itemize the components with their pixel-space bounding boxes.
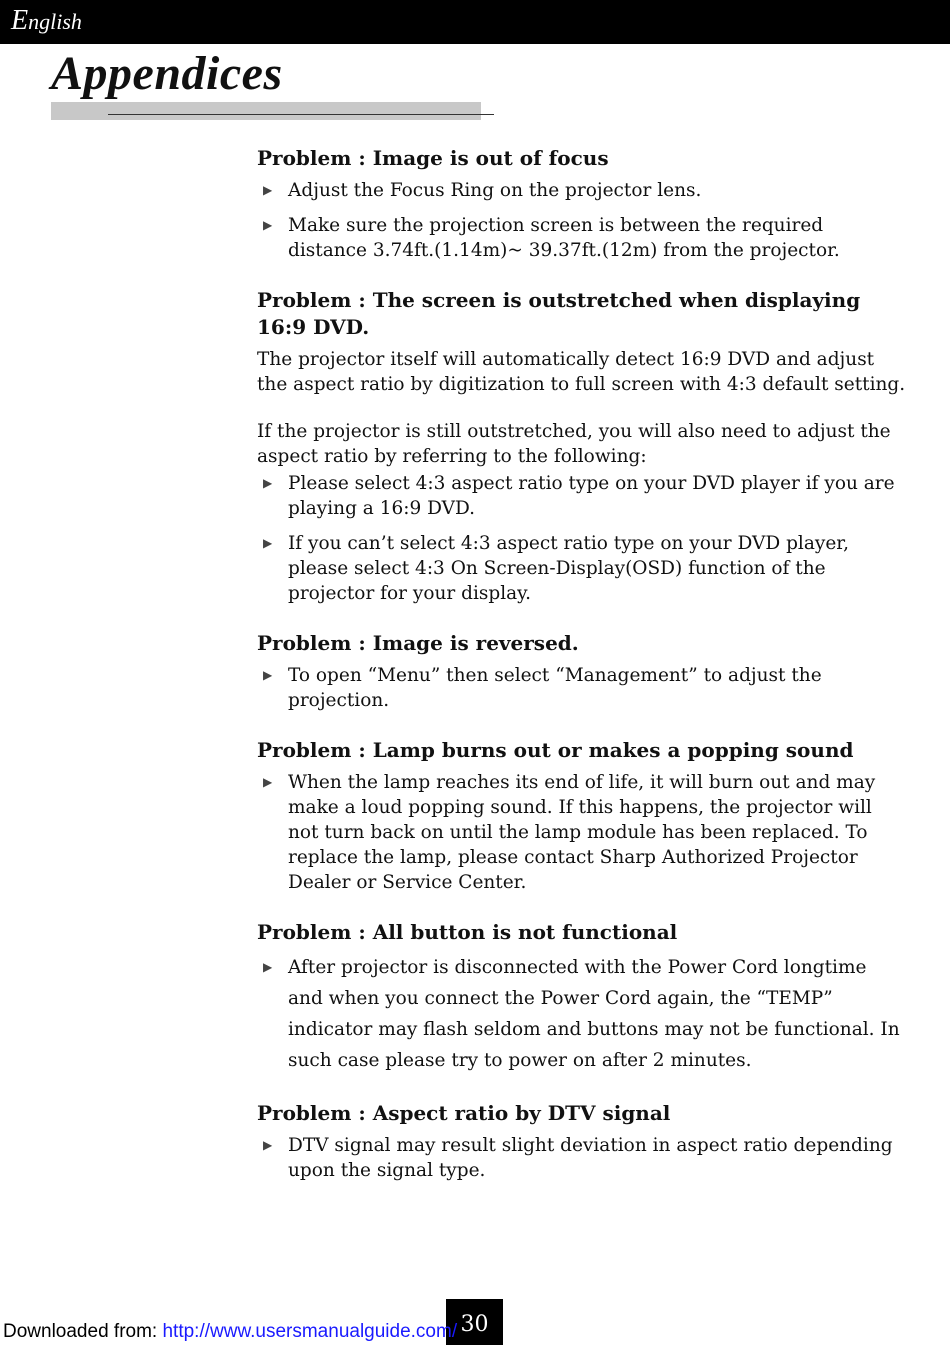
section-heading: Problem : Image is out of focus	[257, 146, 609, 170]
page-title: Appendices	[51, 47, 283, 100]
bullet-item: ▶ To open “Menu” then select “Management” to adjust the projection.	[263, 665, 822, 711]
section-image-reversed	[257, 630, 907, 713]
section-buttons-not-functional	[257, 919, 907, 1076]
section-heading: Problem : Aspect ratio by DTV signal	[257, 1101, 671, 1125]
page-number: 30	[446, 1299, 503, 1345]
section-heading: Problem : Lamp burns out or makes a popping sound	[257, 738, 854, 762]
footer-label: Downloaded from:	[3, 1321, 163, 1342]
bullet-item: ▶ Adjust the Focus Ring on the projector lens.	[263, 180, 702, 201]
troubleshooting-content	[257, 145, 907, 1207]
triangle-right-icon: ▶	[263, 668, 273, 682]
section-lamp-burns-out	[257, 737, 907, 895]
paragraph: If the projector is still outstretched, you will also need to adjust the aspect ratio by referring to the following:	[257, 421, 891, 467]
bullet-item: ▶ Make sure the projection screen is between the required distance 3.74ft.(1.14m)~ 39.37ft.(12m) from the projector.	[263, 215, 840, 261]
bullet-item: ▶ If you can’t select 4:3 aspect ratio type on your DVD player, please select 4:3 On Screen-Display(OSD) function of the projector for your display.	[263, 533, 849, 604]
footer-link[interactable]: http://www.usersmanualguide.com/	[162, 1321, 458, 1342]
triangle-right-icon: ▶	[263, 218, 273, 232]
section-heading: Problem : All button is not functional	[257, 920, 678, 944]
section-heading: Problem : The screen is outstretched when displaying 16:9 DVD.	[257, 288, 861, 339]
triangle-right-icon: ▶	[263, 960, 273, 974]
triangle-right-icon: ▶	[263, 536, 273, 550]
bullet-item: ▶ DTV signal may result slight deviation in aspect ratio depending upon the signal type.	[263, 1135, 893, 1181]
language-header-bar	[0, 0, 950, 44]
paragraph: The projector itself will automatically detect 16:9 DVD and adjust the aspect ratio by digitization to full screen with 4:3 default setting.	[257, 349, 906, 395]
section-outstretched-dvd	[257, 287, 907, 606]
download-footer	[3, 1321, 457, 1343]
triangle-right-icon: ▶	[263, 1138, 273, 1152]
section-dtv-aspect-ratio	[257, 1100, 907, 1183]
language-label: English	[11, 5, 82, 36]
section-out-of-focus	[257, 145, 907, 263]
bullet-item: ▶ Please select 4:3 aspect ratio type on your DVD player if you are playing a 16:9 DVD.	[263, 473, 895, 519]
triangle-right-icon: ▶	[263, 183, 273, 197]
bullet-item: ▶ After projector is disconnected with the Power Cord longtime and when you connect the Power Cord again, the “TEMP” indicator may flash seldom and buttons may not be functional. In such case please try to power on after 2 minutes.	[257, 952, 907, 1076]
triangle-right-icon: ▶	[263, 775, 273, 789]
title-rule	[108, 114, 494, 115]
triangle-right-icon: ▶	[263, 476, 273, 490]
section-heading: Problem : Image is reversed.	[257, 631, 579, 655]
bullet-item: ▶ When the lamp reaches its end of life, it will burn out and may make a loud popping sound. If this happens, the projector will not turn back on until the lamp module has been replaced. To replace the lamp, please contact Sharp Authorized Projector Dealer or Service Center.	[263, 772, 876, 893]
title-underline-bar	[51, 102, 481, 120]
